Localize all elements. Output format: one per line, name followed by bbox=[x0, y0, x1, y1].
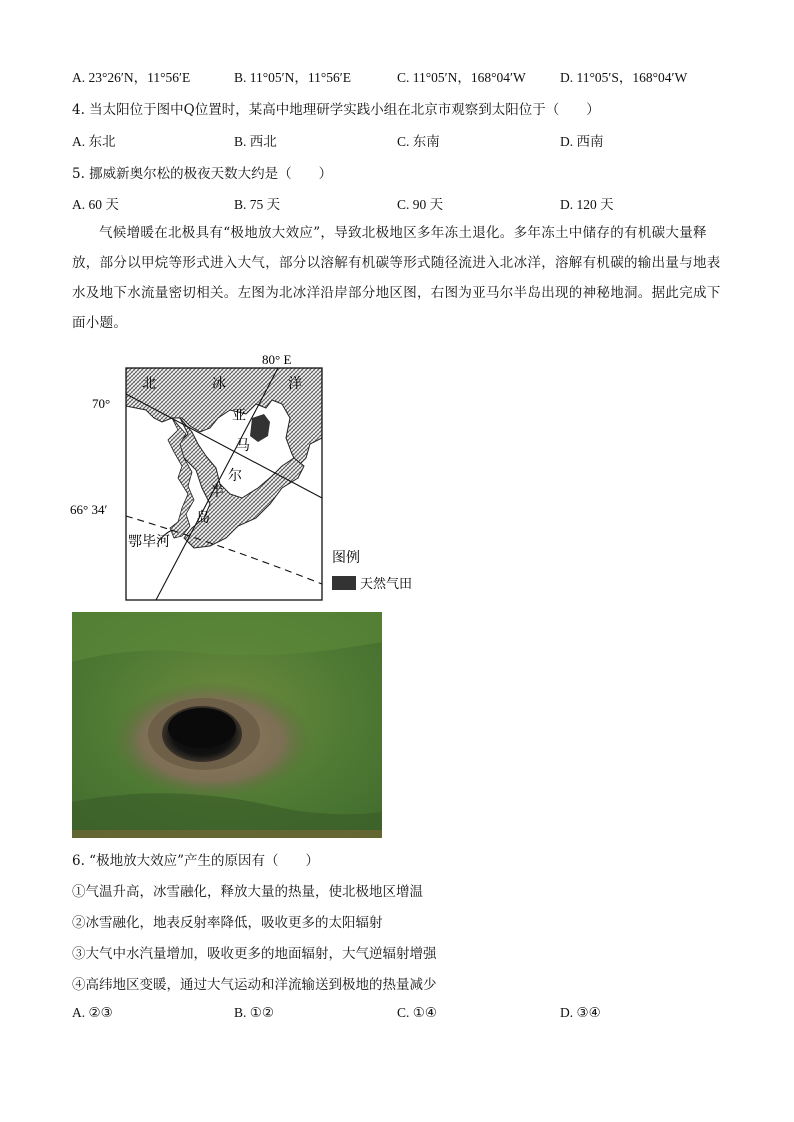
legend-gas-field-swatch bbox=[332, 576, 356, 590]
q5-option-d[interactable]: D. 120 天 bbox=[560, 197, 614, 212]
q5-option-c[interactable]: C. 90 天 bbox=[397, 197, 444, 212]
q5-options bbox=[72, 193, 732, 213]
q6-stem: 6. “极地放大效应”产生的原因有（ ） bbox=[72, 853, 319, 869]
q6-option-b[interactable]: B. ①② bbox=[234, 1005, 274, 1020]
sea-label-yang: 洋 bbox=[288, 376, 302, 392]
q3-option-b[interactable]: B. 11°05′N，11°56′E bbox=[234, 70, 351, 85]
q6-option-a[interactable]: A. ②③ bbox=[72, 1005, 113, 1020]
ob-river-label: 鄂毕河 bbox=[128, 534, 170, 550]
q5-option-a[interactable]: A. 60 天 bbox=[72, 197, 119, 212]
q4-option-d[interactable]: D. 西南 bbox=[560, 134, 604, 149]
yamal-map bbox=[60, 348, 440, 608]
longitude-label: 80° E bbox=[262, 352, 292, 367]
peninsula-label-dao: 岛 bbox=[196, 510, 210, 526]
q4-option-c[interactable]: C. 东南 bbox=[397, 134, 440, 149]
sinkhole-photo bbox=[72, 612, 382, 838]
q6-statement-4: ④高纬地区变暖，通过大气运动和洋流输送到极地的热量减少 bbox=[72, 977, 437, 993]
q4-option-b[interactable]: B. 西北 bbox=[234, 134, 277, 149]
peninsula-label-ma: 马 bbox=[236, 438, 250, 454]
q4-stem: 4. 当太阳位于图中Q位置时，某高中地理研学实践小组在北京市观察到太阳位于（ ） bbox=[72, 102, 600, 118]
sinkhole-image bbox=[72, 612, 382, 838]
sea-label-bing: 冰 bbox=[212, 376, 226, 392]
peninsula-label-er: 尔 bbox=[228, 468, 242, 484]
peninsula-label-ya: 亚 bbox=[232, 408, 246, 424]
yamal-map-figure bbox=[60, 348, 440, 608]
q4-option-a[interactable]: A. 东北 bbox=[72, 134, 116, 149]
q4-options bbox=[72, 130, 732, 150]
q6-option-d[interactable]: D. ③④ bbox=[560, 1005, 601, 1020]
q3-option-c[interactable]: C. 11°05′N，168°04′W bbox=[397, 70, 526, 85]
latitude-70-label: 70° bbox=[92, 396, 111, 411]
legend-gas-field-label: 天然气田 bbox=[360, 577, 413, 592]
legend-title: 图例 bbox=[332, 550, 360, 566]
latitude-66-label: 66° 34′ bbox=[70, 502, 108, 517]
reading-passage: 气候增暖在北极具有“极地放大效应”，导致北极地区多年冻土退化。多年冻土中储存的有机碳大量释放，部分以甲烷等形式进入大气，部分以溶解有机碳等形式随径流进入北冰洋，溶解有机碳的输出量与地表水及地下水流量密切相关。左图为北冰洋沿岸部分地区图，右图为亚马尔半岛出现的神秘地洞。据此完成下面小题。 bbox=[72, 225, 721, 331]
sea-label-bei: 北 bbox=[142, 376, 156, 392]
q5-stem: 5. 挪威新奥尔松的极夜天数大约是（ ） bbox=[72, 166, 333, 182]
q3-options bbox=[72, 66, 732, 86]
peninsula-label-ban: 半 bbox=[210, 484, 224, 500]
q6-statement-2: ②冰雪融化，地表反射率降低，吸收更多的太阳辐射 bbox=[72, 915, 383, 931]
q5-option-b[interactable]: B. 75 天 bbox=[234, 197, 281, 212]
q6-options bbox=[72, 1005, 732, 1025]
q3-option-a[interactable]: A. 23°26′N，11°56′E bbox=[72, 70, 191, 85]
q6-statement-1: ①气温升高，冰雪融化，释放大量的热量，使北极地区增温 bbox=[72, 884, 423, 900]
q6-option-c[interactable]: C. ①④ bbox=[397, 1005, 437, 1020]
q6-statement-3: ③大气中水汽量增加，吸收更多的地面辐射，大气逆辐射增强 bbox=[72, 946, 437, 962]
gas-field-marker bbox=[250, 414, 270, 442]
q3-option-d[interactable]: D. 11°05′S，168°04′W bbox=[560, 70, 688, 85]
